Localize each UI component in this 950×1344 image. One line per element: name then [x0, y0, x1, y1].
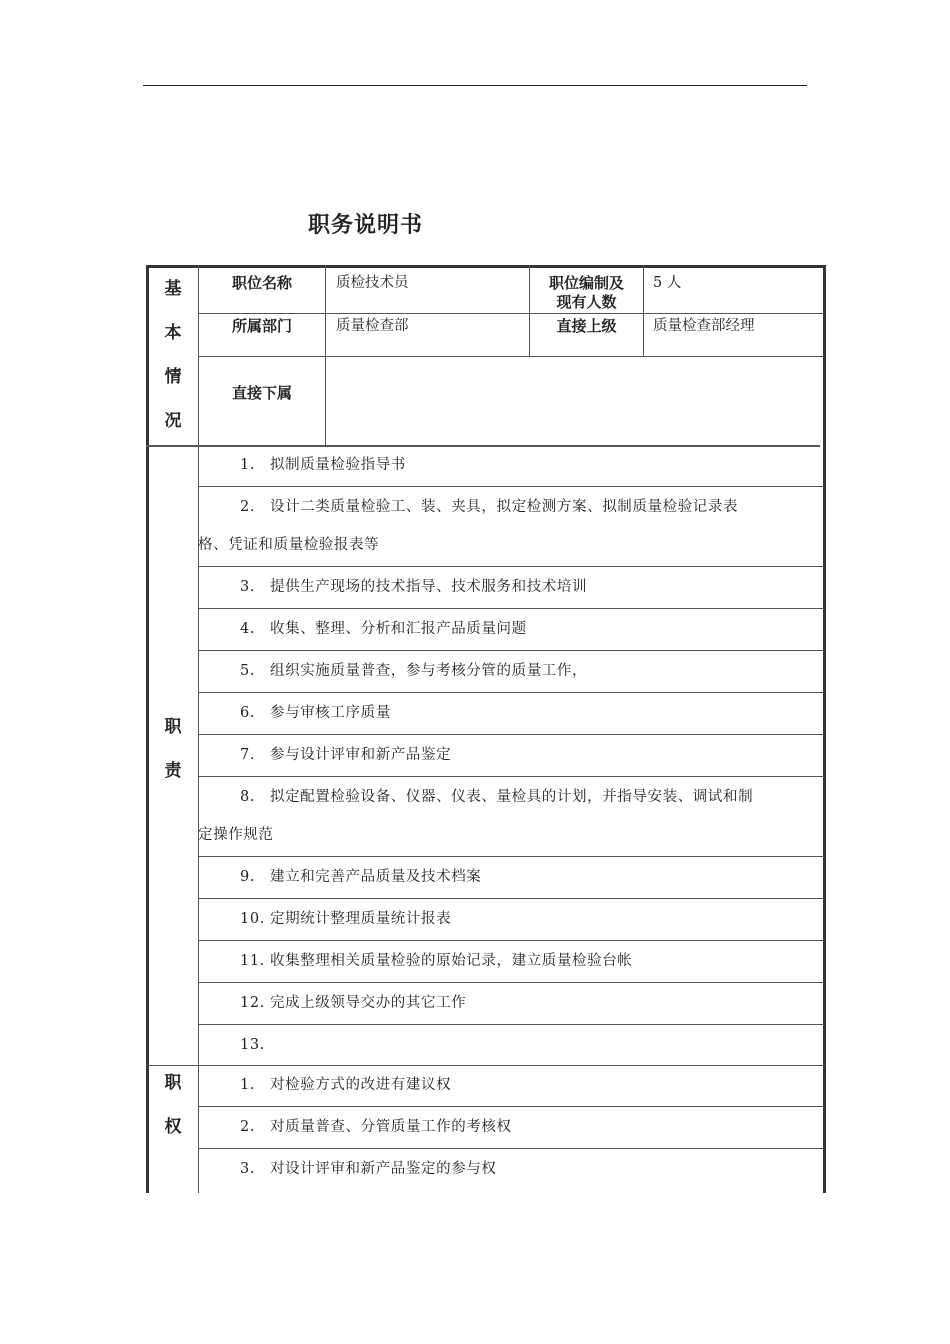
position-name-value: 质检技术员: [336, 275, 409, 291]
duty-item-text: 参与审核工序质量: [270, 705, 391, 721]
authority-item-number: 1.: [240, 1077, 256, 1093]
duty-item-number: 10.: [240, 911, 265, 927]
duty-item: [198, 610, 818, 648]
basic-section-label: 基 本 情 况: [164, 279, 182, 431]
headcount-value: 5 人: [653, 275, 682, 291]
duty-item-number: 4.: [240, 621, 256, 637]
authority-row-divider: [198, 1148, 824, 1149]
authority-item: [198, 1108, 818, 1146]
duty-item: [198, 858, 818, 896]
duty-row-divider: [198, 650, 824, 651]
duty-item-number: 9.: [240, 869, 256, 885]
duty-item: [198, 488, 818, 564]
duty-item-text: 定期统计整理质量统计报表: [270, 911, 452, 927]
duty-item-number: 6.: [240, 705, 256, 721]
table-border-top: [146, 265, 826, 268]
authority-item: [198, 1150, 818, 1188]
authority-item-text: 对检验方式的改进有建议权: [270, 1077, 452, 1093]
duty-row-divider: [198, 734, 824, 735]
duty-row-divider: [198, 1024, 824, 1025]
duty-item-number: 2.: [240, 499, 256, 515]
duty-item-number: 5.: [240, 663, 256, 679]
duty-item-number: 11.: [240, 953, 265, 969]
department-value: 质量检查部: [336, 318, 409, 334]
duty-item-number: 8.: [240, 789, 256, 805]
authority-item-number: 3.: [240, 1161, 256, 1177]
duty-item: [198, 652, 818, 690]
duty-item-text: 组织实施质量普查，参与考核分管的质量工作，: [270, 663, 588, 679]
duties-section-label: 职 责: [164, 717, 182, 781]
authority-item: [198, 1066, 818, 1104]
duty-item: [198, 900, 818, 938]
page-title: 职务说明书: [308, 213, 424, 238]
duty-item-text: 拟制质量检验指导书: [270, 457, 406, 473]
duty-item: [198, 984, 818, 1022]
duty-item-number: 1.: [240, 457, 256, 473]
duty-item-continuation: 格、凭证和质量检验报表等: [198, 537, 380, 553]
duty-item: [198, 1026, 818, 1064]
duty-row-divider: [198, 486, 824, 487]
duty-row-divider: [198, 692, 824, 693]
duty-item-continuation: 定操作规范: [198, 827, 274, 843]
duty-row-divider: [198, 566, 824, 567]
authority-item-number: 2.: [240, 1119, 256, 1135]
superior-label: 直接上级: [556, 317, 617, 335]
duty-item-text: 收集整理相关质量检验的原始记录，建立质量检验台帐: [270, 953, 633, 969]
authority-item-text: 对设计评审和新产品鉴定的参与权: [270, 1161, 497, 1177]
authority-item-text: 对质量普查、分管质量工作的考核权: [270, 1119, 512, 1135]
basic-col-divider-3: [643, 265, 644, 356]
table-border-right: [823, 265, 826, 1193]
position-name-label: 职位名称: [231, 274, 292, 292]
header-rule: [143, 85, 807, 86]
duty-row-divider: [198, 608, 824, 609]
duty-item-number: 12.: [240, 995, 265, 1011]
duty-item-text: 完成上级领导交办的其它工作: [270, 995, 467, 1011]
duty-item-text: 参与设计评审和新产品鉴定: [270, 747, 452, 763]
duty-item: [198, 694, 818, 732]
headcount-label: 职位编制及 现有人数: [548, 274, 624, 311]
duty-item-number: 13.: [240, 1037, 265, 1053]
duty-item: [198, 778, 818, 854]
duty-item-text: 设计二类质量检验工、装、夹具，拟定检测方案、拟制质量检验记录表: [270, 499, 739, 515]
duty-row-divider: [198, 982, 824, 983]
duty-item-text: 收集、整理、分析和汇报产品质量问题: [270, 621, 527, 637]
duty-item: [198, 446, 818, 484]
duty-item-text: 建立和完善产品质量及技术档案: [270, 869, 482, 885]
duty-row-divider: [198, 898, 824, 899]
duty-row-divider: [198, 776, 824, 777]
basic-row-divider-1: [198, 313, 824, 314]
duty-item: [198, 568, 818, 606]
basic-row-divider-2: [198, 356, 824, 357]
duty-item-number: 7.: [240, 747, 256, 763]
superior-value: 质量检查部经理: [653, 318, 755, 334]
duty-item-text: 提供生产现场的技术指导、技术服务和技术培训: [270, 579, 588, 595]
department-label: 所属部门: [231, 317, 292, 335]
duty-item-text: 拟定配置检验设备、仪器、仪表、量检具的计划，并指导安装、调试和制: [270, 789, 754, 805]
duty-item: [198, 942, 818, 980]
basic-col-divider-1: [325, 265, 326, 445]
authority-row-divider: [198, 1106, 824, 1107]
duty-item: [198, 736, 818, 774]
duty-row-divider: [198, 856, 824, 857]
duty-item-number: 3.: [240, 579, 256, 595]
job-description-table: [146, 265, 826, 1193]
authority-section-label: 职 权: [164, 1073, 182, 1137]
subordinate-label: 直接下属: [231, 384, 292, 402]
duty-row-divider: [198, 940, 824, 941]
